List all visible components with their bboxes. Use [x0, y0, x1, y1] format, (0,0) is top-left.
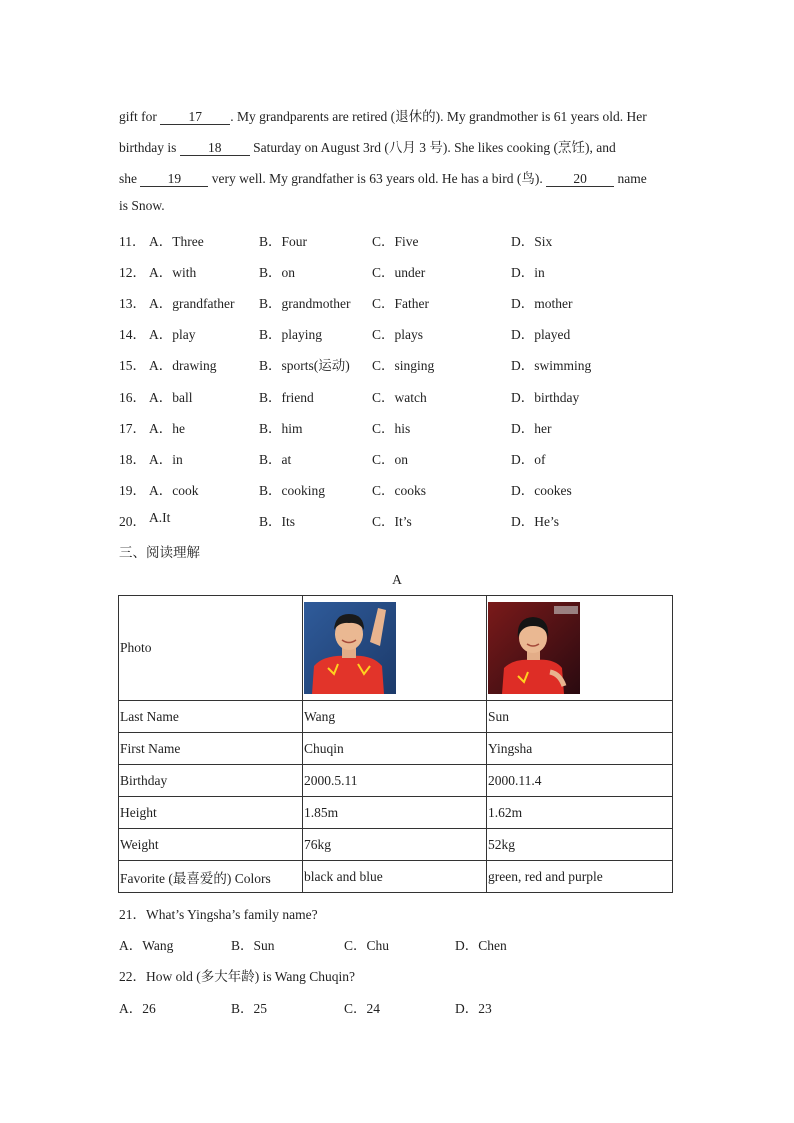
- table-row: [119, 701, 673, 733]
- question-number: 15．: [119, 358, 146, 373]
- part-label: A: [392, 572, 402, 587]
- row-label: Height: [119, 797, 303, 829]
- row-label: Last Name: [119, 701, 303, 733]
- blank-20[interactable]: 20: [546, 172, 614, 187]
- player-info-table: [118, 595, 673, 893]
- question-number: 20．: [119, 514, 146, 529]
- option-row: [119, 417, 679, 437]
- answer-d[interactable]: D．Chen: [455, 938, 507, 953]
- option-a[interactable]: A．cook: [149, 483, 199, 498]
- blank-19[interactable]: 19: [140, 172, 208, 187]
- option-a[interactable]: A．Three: [149, 234, 204, 249]
- option-d[interactable]: D．swimming: [511, 358, 592, 373]
- option-a[interactable]: A．ball: [149, 390, 193, 405]
- cell-wang: 1.85m: [303, 797, 487, 829]
- cell-wang: Wang: [303, 701, 487, 733]
- option-a[interactable]: A．in: [149, 452, 183, 467]
- option-d[interactable]: D．He’s: [511, 514, 559, 529]
- option-a[interactable]: A.It: [149, 510, 171, 525]
- passage-text: she: [119, 171, 141, 186]
- option-d[interactable]: D．in: [511, 265, 545, 280]
- answer-b[interactable]: B．25: [231, 1001, 268, 1016]
- option-row: [119, 510, 679, 530]
- option-b[interactable]: B．playing: [259, 327, 322, 342]
- question-number: 16．: [119, 390, 146, 405]
- option-row: [119, 386, 679, 406]
- option-c[interactable]: C．Father: [372, 296, 429, 311]
- option-a[interactable]: A．grandfather: [149, 296, 235, 311]
- option-a[interactable]: A．he: [149, 421, 185, 436]
- option-c[interactable]: C．watch: [372, 390, 427, 405]
- passage-line-2: [119, 136, 616, 156]
- section-title: 三、阅读理解: [119, 545, 200, 560]
- table-row: [119, 797, 673, 829]
- cell-sun: 2000.11.4: [487, 765, 673, 797]
- option-row: [119, 323, 679, 343]
- row-label: Photo: [119, 596, 303, 701]
- passage-text: Saturday on August 3rd (八月 3 号). She likes cooking (烹饪), and: [249, 140, 616, 155]
- table-row: [119, 861, 673, 893]
- option-row: [119, 354, 679, 374]
- option-a[interactable]: A．with: [149, 265, 197, 280]
- option-b[interactable]: B．grandmother: [259, 296, 351, 311]
- row-label: First Name: [119, 733, 303, 765]
- passage-text: . My grandparents are retired (退休的). My grandmother is 61 years old. Her: [230, 109, 647, 124]
- option-d[interactable]: D．her: [511, 421, 552, 436]
- option-row: [119, 292, 679, 312]
- answer-d[interactable]: D．23: [455, 1001, 492, 1016]
- cell-sun: 1.62m: [487, 797, 673, 829]
- cell-sun: Sun: [487, 701, 673, 733]
- option-d[interactable]: D．of: [511, 452, 546, 467]
- question-number: 11．: [119, 234, 146, 249]
- option-b[interactable]: B．Its: [259, 514, 296, 529]
- question-21-answers: [119, 934, 679, 954]
- option-b[interactable]: B．sports(运动): [259, 358, 350, 373]
- option-d[interactable]: D．mother: [511, 296, 573, 311]
- option-b[interactable]: B．at: [259, 452, 292, 467]
- cell-sun: Yingsha: [487, 733, 673, 765]
- option-c[interactable]: C．singing: [372, 358, 435, 373]
- passage-line-3: [119, 167, 647, 187]
- option-d[interactable]: D．birthday: [511, 390, 580, 405]
- passage-text: gift for: [119, 109, 161, 124]
- option-c[interactable]: C．under: [372, 265, 426, 280]
- table-row: [119, 829, 673, 861]
- option-b[interactable]: B．friend: [259, 390, 314, 405]
- table-row-photo: [119, 596, 673, 701]
- passage-line-1: [119, 105, 647, 125]
- passage-line-4: is Snow.: [119, 198, 165, 213]
- photo-cell: [487, 596, 673, 701]
- option-c[interactable]: C．cooks: [372, 483, 426, 498]
- option-row: [119, 448, 679, 468]
- option-b[interactable]: B．on: [259, 265, 296, 280]
- photo-cell: [303, 596, 487, 701]
- answer-b[interactable]: B．Sun: [231, 938, 275, 953]
- question-number: 13．: [119, 296, 146, 311]
- answer-a[interactable]: A．26: [119, 1001, 156, 1016]
- option-d[interactable]: D．Six: [511, 234, 553, 249]
- option-row: [119, 230, 679, 250]
- passage-text: birthday is: [119, 140, 180, 155]
- option-row: [119, 261, 679, 281]
- answer-c[interactable]: C．Chu: [344, 938, 390, 953]
- question-number: 19．: [119, 483, 146, 498]
- option-c[interactable]: C．Five: [372, 234, 419, 249]
- cell-sun: 52kg: [487, 829, 673, 861]
- option-d[interactable]: D．played: [511, 327, 571, 342]
- player-photo-sun: [488, 602, 580, 694]
- cell-wang: black and blue: [303, 861, 487, 893]
- option-d[interactable]: D．cookes: [511, 483, 572, 498]
- option-c[interactable]: C．his: [372, 421, 411, 436]
- option-c[interactable]: C．It’s: [372, 514, 412, 529]
- option-c[interactable]: C．on: [372, 452, 409, 467]
- question-number: 17．: [119, 421, 146, 436]
- row-label: Birthday: [119, 765, 303, 797]
- cell-wang: Chuqin: [303, 733, 487, 765]
- option-b[interactable]: B．cooking: [259, 483, 325, 498]
- option-a[interactable]: A．play: [149, 327, 196, 342]
- table-row: [119, 765, 673, 797]
- row-label: Favorite (最喜爱的) Colors: [119, 861, 303, 893]
- cell-sun: green, red and purple: [487, 861, 673, 893]
- option-b[interactable]: B．him: [259, 421, 303, 436]
- question-number: 12．: [119, 265, 146, 280]
- cell-wang: 2000.5.11: [303, 765, 487, 797]
- player-photo-wang: [304, 602, 396, 694]
- passage-text: name: [614, 171, 647, 186]
- passage-text: very well. My grandfather is 63 years old. He has a bird (鸟).: [208, 171, 547, 186]
- question-number: 18．: [119, 452, 146, 467]
- blank-18[interactable]: 18: [180, 141, 250, 156]
- blank-17[interactable]: 17: [160, 110, 230, 125]
- option-c[interactable]: C．plays: [372, 327, 424, 342]
- answer-c[interactable]: C．24: [344, 1001, 381, 1016]
- row-label: Weight: [119, 829, 303, 861]
- option-a[interactable]: A．drawing: [149, 358, 217, 373]
- table-row: [119, 733, 673, 765]
- option-row: [119, 479, 679, 499]
- question-22-stem: 22．How old (多大年龄) is Wang Chuqin?: [119, 969, 356, 984]
- question-number: 14．: [119, 327, 146, 342]
- question-21-stem: 21．What’s Yingsha’s family name?: [119, 907, 318, 922]
- cell-wang: 76kg: [303, 829, 487, 861]
- question-22-answers: [119, 997, 679, 1017]
- option-b[interactable]: B．Four: [259, 234, 308, 249]
- answer-a[interactable]: A．Wang: [119, 938, 174, 953]
